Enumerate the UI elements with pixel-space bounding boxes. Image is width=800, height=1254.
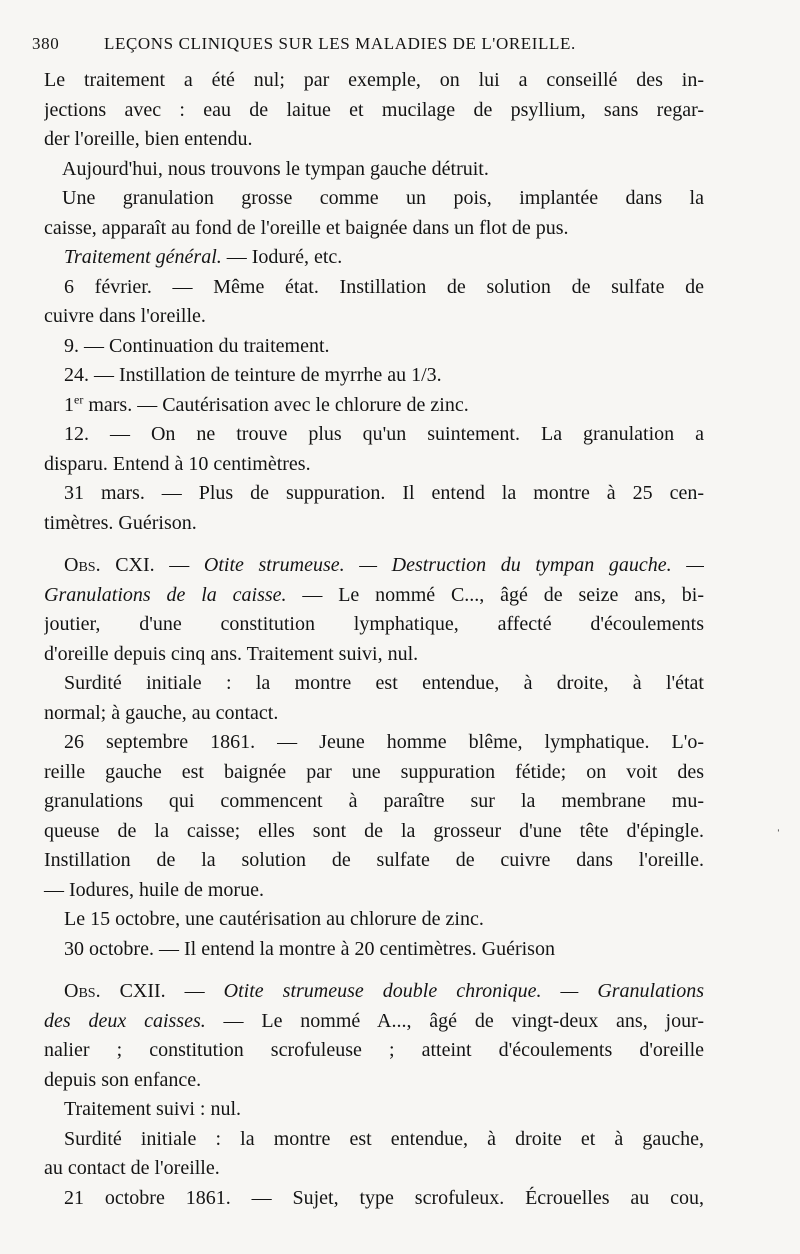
text-line: 9. — Continuation du traitement. [64,334,330,357]
observation-title-cont: des deux caisses. [44,1009,206,1032]
text-line: Traitement suivi : nul. [64,1098,242,1120]
text-line: 24. — Instillation de teinture de myrrhe au 1/3. [64,364,442,386]
running-title: LEÇONS CLINIQUES SUR LES MALADIES DE L'OREILLE. [104,34,576,53]
observation-cxi [44,551,704,964]
text-line: Le traitement a été nul; par exemple, on lui a conseillé des in- [44,69,704,91]
text-line: cuivre dans l'oreille. [44,305,206,327]
text-line: 12. — On ne trouve plus qu'un suintement. La granulation a [64,423,704,445]
observation-title-cont: Granulations de la caisse. [44,583,287,606]
dash: — [165,980,224,1002]
dash: — [154,554,204,576]
text-line: 6 février. — Même état. Instillation de solution de sulfate de [64,275,704,298]
observation-title-line [44,581,704,611]
text-line: 21 octobre 1861. — Sujet, type scrofuleux. Écrouelles au cou, [64,1186,704,1209]
text-line: — Iodures, huile de morue. [44,878,264,901]
treatment-label: Traitement général. [64,246,222,268]
march-day: 1 [64,393,74,416]
treatment-rest: — Ioduré, etc. [221,246,343,268]
observation-title: Otite strumeuse double chronique. — Granulations [223,980,704,1002]
observation-number: Obs. CXI. [64,554,155,576]
text-line: depuis son enfance. [44,1068,202,1091]
observation-title: Otite strumeuse. — Destruction du tympan gauche. — [203,554,704,576]
text-line: timètres. Guérison. [44,511,197,534]
text-span: — Le nommé C..., âgé de seize ans, bi- [286,583,704,606]
observation-number: Obs. CXII. [64,980,166,1002]
text-line: 30 octobre. — Il entend la montre à 20 centimètres. Guérison [64,937,555,960]
text-line: caisse, apparaît au fond de l'oreille et baignée dans un flot de pus. [44,216,569,239]
observation-title-line [44,551,704,581]
text-line: nalier ; constitution scrofuleuse ; atteint d'écoulements d'oreille [44,1039,704,1061]
text-line: 31 mars. — Plus de suppuration. Il entend la montre à 25 cen- [64,482,704,504]
text-line: normal; à gauche, au contact. [44,701,279,724]
observation-title-line [44,1007,704,1037]
observation-title-line [44,977,704,1007]
text-line: au contact de l'oreille. [44,1157,220,1179]
text-span: — Le nommé A..., âgé de vingt-deux ans, jour- [205,1009,704,1032]
text-line: d'oreille depuis cinq ans. Traitement suivi, nul. [44,642,419,665]
text-line: Aujourd'hui, nous trouvons le tympan gauche détruit. [62,157,489,180]
observation-cxii [44,977,704,1213]
text-line: joutier, d'une constitution lymphatique, affecté d'écoulements [44,613,704,635]
text-line: 26 septembre 1861. — Jeune homme blême, lymphatique. L'o- [64,731,704,753]
march-line [44,391,704,421]
text-line: Surdité initiale : la montre est entendue, à droite, à l'état [64,672,704,694]
page-header [32,34,732,58]
text-line: Une granulation grosse comme un pois, implantée dans la [62,187,704,209]
text-line: reille gauche est baignée par une suppuration fétide; on voit des [44,760,704,783]
body-text [44,66,704,1213]
text-line: der l'oreille, bien entendu. [44,128,253,150]
treatment-line [44,243,704,273]
margin-mark: ˈ [776,828,781,843]
text-line: Surdité initiale : la montre est entendue, à droite et à gauche, [64,1127,704,1150]
page-number: 380 [32,34,60,53]
text-line: granulations qui commencent à paraître sur la membrane mu- [44,790,704,812]
text-line: jections avec : eau de laitue et mucilage de psyllium, sans regar- [44,98,704,121]
text-line: Instillation de la solution de sulfate de cuivre dans l'oreille. [44,849,704,871]
previous-case [44,66,704,538]
text-line: disparu. Entend à 10 centimètres. [44,452,311,475]
text-line: queuse de la caisse; elles sont de la grosseur d'une tête d'épingle. [44,819,704,842]
march-ordinal: er [74,391,84,406]
text-line: Le 15 octobre, une cautérisation au chlorure de zinc. [64,908,484,930]
march-rest: mars. — Cautérisation avec le chlorure de zinc. [83,393,469,416]
